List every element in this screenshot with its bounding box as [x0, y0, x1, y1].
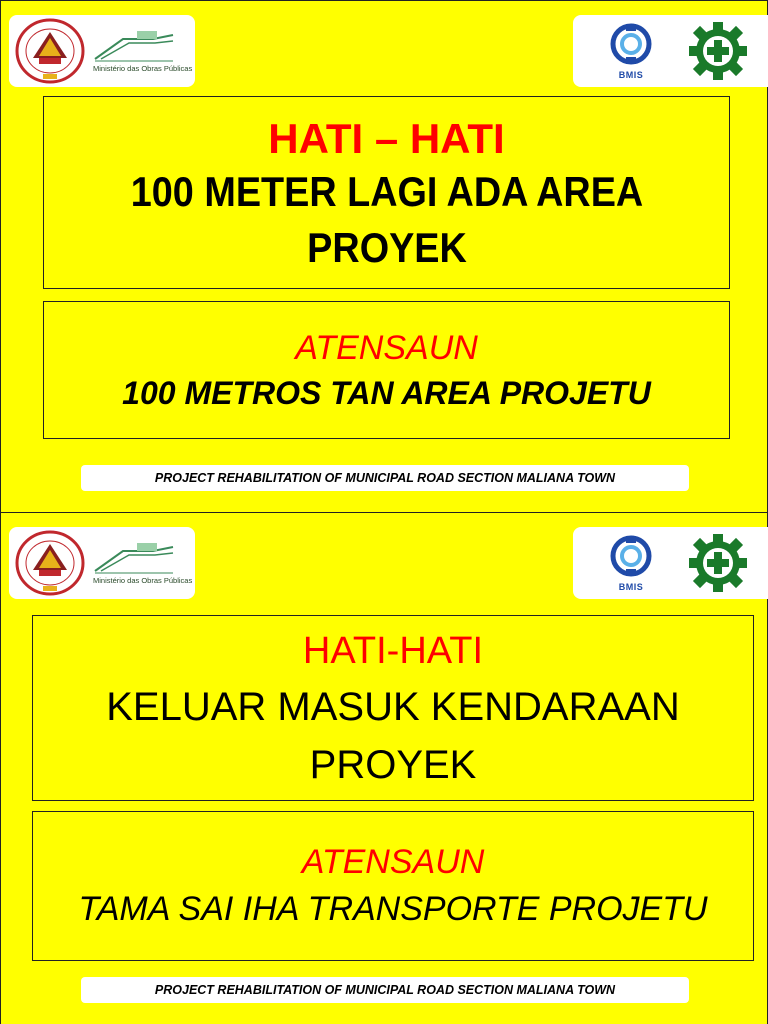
- warning-message: KELUAR MASUK KENDARAAN PROYEK: [106, 685, 680, 787]
- ministry-logo: [93, 29, 192, 73]
- bmis-globe-icon: [608, 22, 654, 72]
- timor-leste-seal-icon: [15, 18, 85, 84]
- bmis-label: BMIS: [618, 70, 644, 80]
- timor-leste-seal-icon: [15, 530, 85, 596]
- attention-title: ATENSAUN: [301, 843, 485, 881]
- contractor-logos: [573, 15, 768, 87]
- government-logos: [9, 527, 195, 599]
- warning-title: HATI-HATI: [302, 630, 484, 672]
- safety-gear-cross-icon: [687, 532, 749, 594]
- ministry-logo: [93, 541, 192, 585]
- attention-title: ATENSAUN: [295, 329, 478, 367]
- warning-message: 100 METER LAGI ADA AREA PROYEK: [130, 167, 643, 271]
- attention-message: 100 METROS TAN AREA PROJETU: [122, 375, 651, 411]
- warning-title: HATI – HATI: [268, 114, 505, 162]
- warning-panel: [43, 96, 730, 289]
- bmis-label: BMIS: [618, 582, 644, 592]
- bmis-logo: [605, 534, 657, 592]
- ministry-bridge-icon: [93, 541, 175, 575]
- safety-gear-cross-icon: [687, 20, 749, 82]
- ministry-label: Ministério das Obras Públicas: [93, 64, 193, 73]
- contractor-logos: [573, 527, 768, 599]
- ministry-bridge-icon: [93, 29, 175, 63]
- bmis-logo: [605, 22, 657, 80]
- attention-panel: [32, 811, 754, 961]
- government-logos: [9, 15, 195, 87]
- attention-panel: [43, 301, 730, 439]
- sign-2: [0, 512, 768, 1024]
- bmis-globe-icon: [608, 534, 654, 584]
- attention-message: TAMA SAI IHA TRANSPORTE PROJETU: [78, 890, 708, 928]
- ministry-label: Ministério das Obras Públicas: [93, 576, 193, 585]
- warning-panel: [32, 615, 754, 801]
- project-footer: PROJECT REHABILITATION OF MUNICIPAL ROAD SECTION MALIANA TOWN: [81, 977, 689, 1003]
- project-footer: PROJECT REHABILITATION OF MUNICIPAL ROAD SECTION MALIANA TOWN: [81, 465, 689, 491]
